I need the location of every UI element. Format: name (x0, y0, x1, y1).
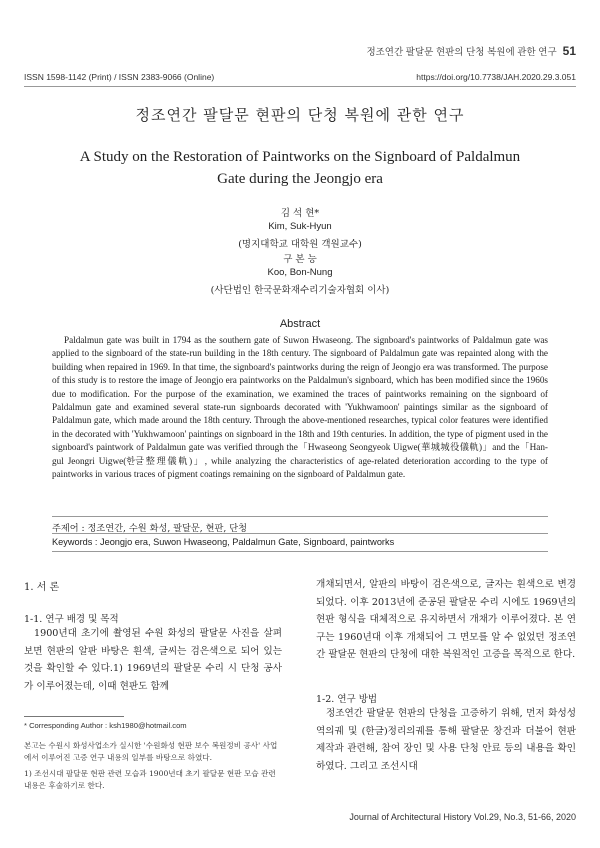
author-2-affiliation: (사단법인 한국문화재수리기술자협회 이사) (210, 285, 390, 296)
page-number: 51 (562, 44, 576, 58)
section-1-1-heading: 1-1. 연구 배경 및 목적 (24, 614, 119, 625)
corresponding-author-note: * Corresponding Author : ksh1980@hotmail.com (24, 721, 187, 730)
section-1-2-heading: 1-2. 연구 방법 (316, 694, 378, 705)
keywords-bottom-rule (52, 551, 548, 552)
running-title: 정조연간 팔달문 현판의 단청 복원에 관한 연구 (366, 47, 557, 58)
author-1-name-ko: 김 석 현* (280, 208, 320, 219)
title-korean: 정조연간 팔달문 현판의 단청 복원에 관한 연구 (135, 106, 465, 124)
journal-footer: Journal of Architectural History Vol.29, No.3, 51-66, 2020 (349, 812, 576, 822)
author-1-affiliation: (명지대학교 대학원 객원교수) (238, 239, 362, 250)
right-column-text-1: 개채되면서, 알판의 바탕이 검은색으로, 글자는 흰색으로 변경되었다. 이후 2013년에 준공된 팔달문 수리 시에도 1969년의 현판 형식을 대체적으로 유지하면서 개채가 이루어졌다. 본 연구는 1960년대 이후 개채되어 그 면모를 알 수 없었던 정조연간 팔달문 현판의 단청에 대한 복원적인 고증을 목적으로 한다. (316, 579, 576, 661)
author-2-name-ko: 구 본 능 (283, 254, 317, 265)
left-column-text: 1900년대 초기에 촬영된 수원 화성의 팔달문 사진을 살펴보면 현판의 알판 바탕은 흰색, 글씨는 검은색으로 되어 있는 것을 확인할 수 있다.1) 1969년의 팔달문 수리 시 단청 공사가 이루어졌는데, 이때 현판도 함께 (24, 628, 282, 692)
header-divider (24, 86, 576, 87)
keywords-korean: 주제어 : 정조연간, 수원 화성, 팔달문, 현판, 단청 (52, 523, 247, 534)
author-2-name-en: Koo, Bon-Nung (267, 267, 333, 278)
section-1-heading: 1. 서 론 (24, 582, 60, 593)
title-english-line-1: A Study on the Restoration of Paintworks on the Signboard of Paldalmun (79, 149, 521, 165)
abstract-heading: Abstract (279, 318, 321, 330)
issn-line: ISSN 1598-1142 (Print) / ISSN 2383-9066 (Online) (24, 72, 215, 82)
funding-note: 본고는 수원시 화성사업소가 실시한 '수원화성 현판 보수 복원정비 공사' 사업에서 이루어진 고증 연구 내용의 일부를 바탕으로 하였다. (24, 741, 278, 762)
doi-link[interactable]: https://doi.org/10.7738/JAH.2020.29.3.051 (416, 72, 576, 82)
right-column-text-2: 정조연간 팔달문 현판의 단청을 고증하기 위해, 먼저 화성성역의궤 및 (한글)정리의궤를 통해 팔달문 창건과 더불어 현판 제작과 관련해, 참여 장인 및 사용 단청 안료 등의 내용을 확인하였다. 그리고 조선시대 (316, 708, 576, 772)
keywords-english: Keywords : Jeongjo era, Suwon Hwaseong, Paldalmun Gate, Signboard, paintworks (52, 537, 395, 547)
abstract-text: Paldalmun gate was built in 1794 as the southern gate of Suwon Hwaseong. The signboard's paintworks of Paldalmun gate was applied to the signboard of the state-run building in the 18th century. The signboard of Paldalmun gate was repainted along with the building when repaired in 1969. In that time, the signboard's paintworks during the reign of Jeongjo era was transformed. The purpose of this study is to restore the image of Jeongjo era paintworks on the Paldalmun's signboard, which has been modified since the 1960s due to modification. For the purpose of the examination, we examined the traces of paintworks remaining on the signboard of Paldalmun gate and examined several state-run signboards decorated with 'Yukhwamoon' paintings similar as the signboard of Paldalmun gate, which made around the 18th century. Through the above-mentioned researches, typical color features were identified in the decorated with 'Yukhwamoon' paintings on signboard in the 18th and 19th centuries. In addition, the type of pigment used in the signboard's paintwork of Paldalmun gate was verified through the「Hwaseong Seongyeok Uigwe(華城城役儀軌)」and the「Han-gul Jeongri Uigwe(한글整理儀軌)」, while analyzing the characteristics of age-related deterioration according to the type of paintworks in various traces of pigment coatings remaining on the signboard of Paldalmun gate. (52, 335, 548, 480)
keywords-mid-rule (52, 533, 548, 534)
running-header (366, 44, 576, 58)
keywords-top-rule (52, 516, 548, 517)
author-1-name-en: Kim, Suk-Hyun (268, 221, 332, 232)
title-english-line-2: Gate during the Jeongjo era (217, 171, 383, 187)
footnote-1: 1) 조선시대 팔달문 현판 관련 모습과 1900년대 초기 팔달문 현판 모습 관련 내용은 후술하기로 한다. (24, 769, 276, 790)
title-english (0, 146, 600, 190)
footnote-divider (24, 716, 124, 717)
